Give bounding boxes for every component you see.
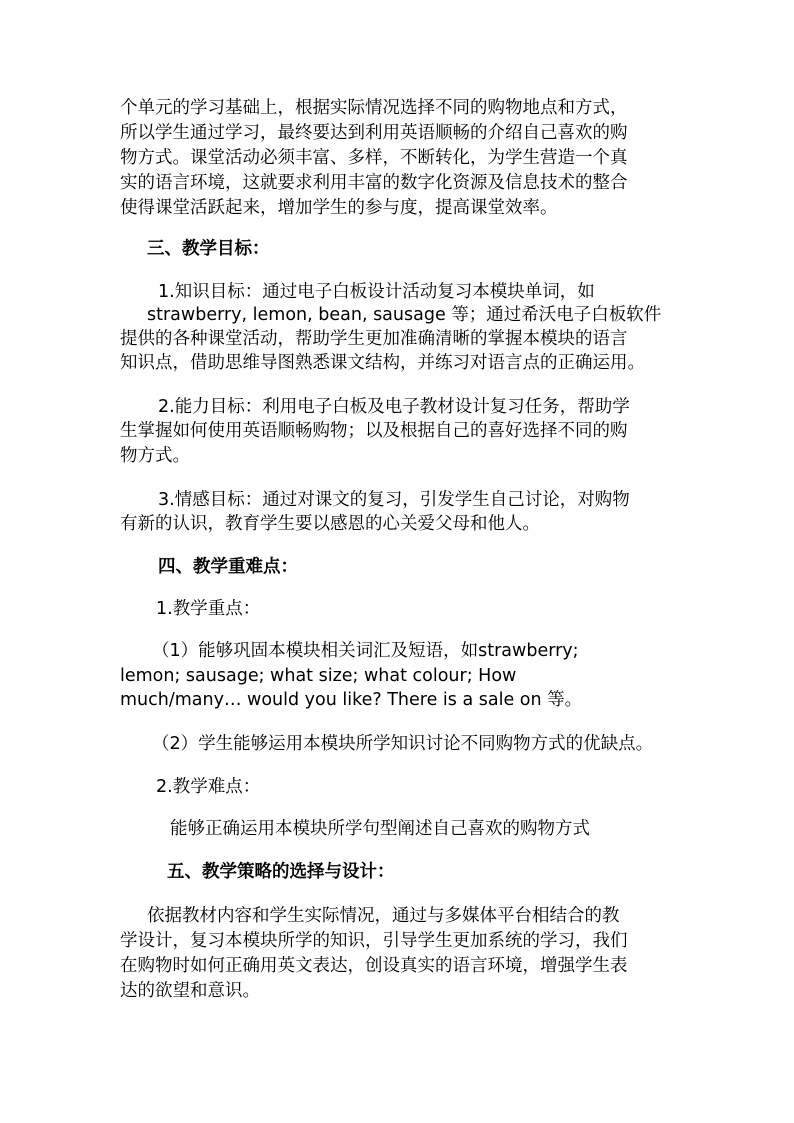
key-point-label: 1.教学重点： <box>156 599 261 619</box>
goal-1-line-4: 知识点，借助思维导图熟悉课文结构，并练习对语言点的正确运用。 <box>120 353 645 373</box>
paragraph-1-line-4: 实的语言环境，这就要求利用丰富的数字化资源及信息技术的整合 <box>120 173 628 193</box>
paragraph-5-line-4: 达的欲望和意识。 <box>120 981 260 1001</box>
paragraph-5-line-2: 学设计，复习本模块所学的知识，引导学生更加系统的学习，我们 <box>120 931 628 951</box>
paragraph-5-line-1: 依据教材内容和学生实际情况，通过与多媒体平台相结合的教 <box>147 906 620 926</box>
section-4-heading: 四、教学重难点： <box>158 557 298 577</box>
goal-3-line-1: 3.情感目标：通过对课文的复习，引发学生自己讨论，对购物 <box>158 490 630 510</box>
difficult-point-text: 能够正确运用本模块所学句型阐述自己喜欢的购物方式 <box>170 819 590 839</box>
paragraph-1-line-2: 所以学生通过学习，最终要达到利用英语顺畅的介绍自己喜欢的购 <box>120 123 628 143</box>
goal-1-line-3: 提供的各种课堂活动，帮助学生更加准确清晰的掌握本模块的语言 <box>120 329 628 349</box>
section-3-heading: 三、教学目标： <box>147 239 270 259</box>
paragraph-1-line-3: 物方式。课堂活动必须丰富、多样，不断转化，为学生营造一个真 <box>120 148 628 168</box>
goal-3-line-2: 有新的认识，教育学生要以感恩的心关爱父母和他人。 <box>120 514 540 534</box>
paragraph-1-line-1: 个单元的学习基础上，根据实际情况选择不同的购物地点和方式， <box>120 98 628 118</box>
paragraph-1-line-5: 使得课堂活跃起来，增加学生的参与度，提高课堂效率。 <box>120 198 558 218</box>
key-point-1-line-2: lemon; sausage; what size; what colour; How <box>120 666 517 686</box>
section-5-heading: 五、教学策略的选择与设计： <box>167 862 395 882</box>
goal-1-line-1: 1.知识目标：通过电子白板设计活动复习本模块单词，如 <box>158 282 595 302</box>
key-point-2: （2）学生能够运用本模块所学知识讨论不同购物方式的优缺点。 <box>152 734 654 754</box>
key-point-1-line-3: much/many… would you like? There is a sale on 等。 <box>120 690 583 710</box>
goal-1-line-2: strawberry, lemon, bean, sausage 等；通过希沃电子白板软件 <box>147 305 662 325</box>
key-point-1-line-1: （1）能够巩固本模块相关词汇及短语，如strawberry; <box>152 641 579 661</box>
goal-2-line-2: 生掌握如何使用英语顺畅购物；以及根据自己的喜好选择不同的购 <box>120 421 628 441</box>
goal-2-line-1: 2.能力目标：利用电子白板及电子教材设计复习任务，帮助学 <box>158 397 630 417</box>
goal-2-line-3: 物方式。 <box>120 446 190 466</box>
paragraph-5-line-3: 在购物时如何正确用英文表达，创设真实的语言环境，增强学生表 <box>120 956 628 976</box>
difficult-point-label: 2.教学难点： <box>156 777 261 797</box>
